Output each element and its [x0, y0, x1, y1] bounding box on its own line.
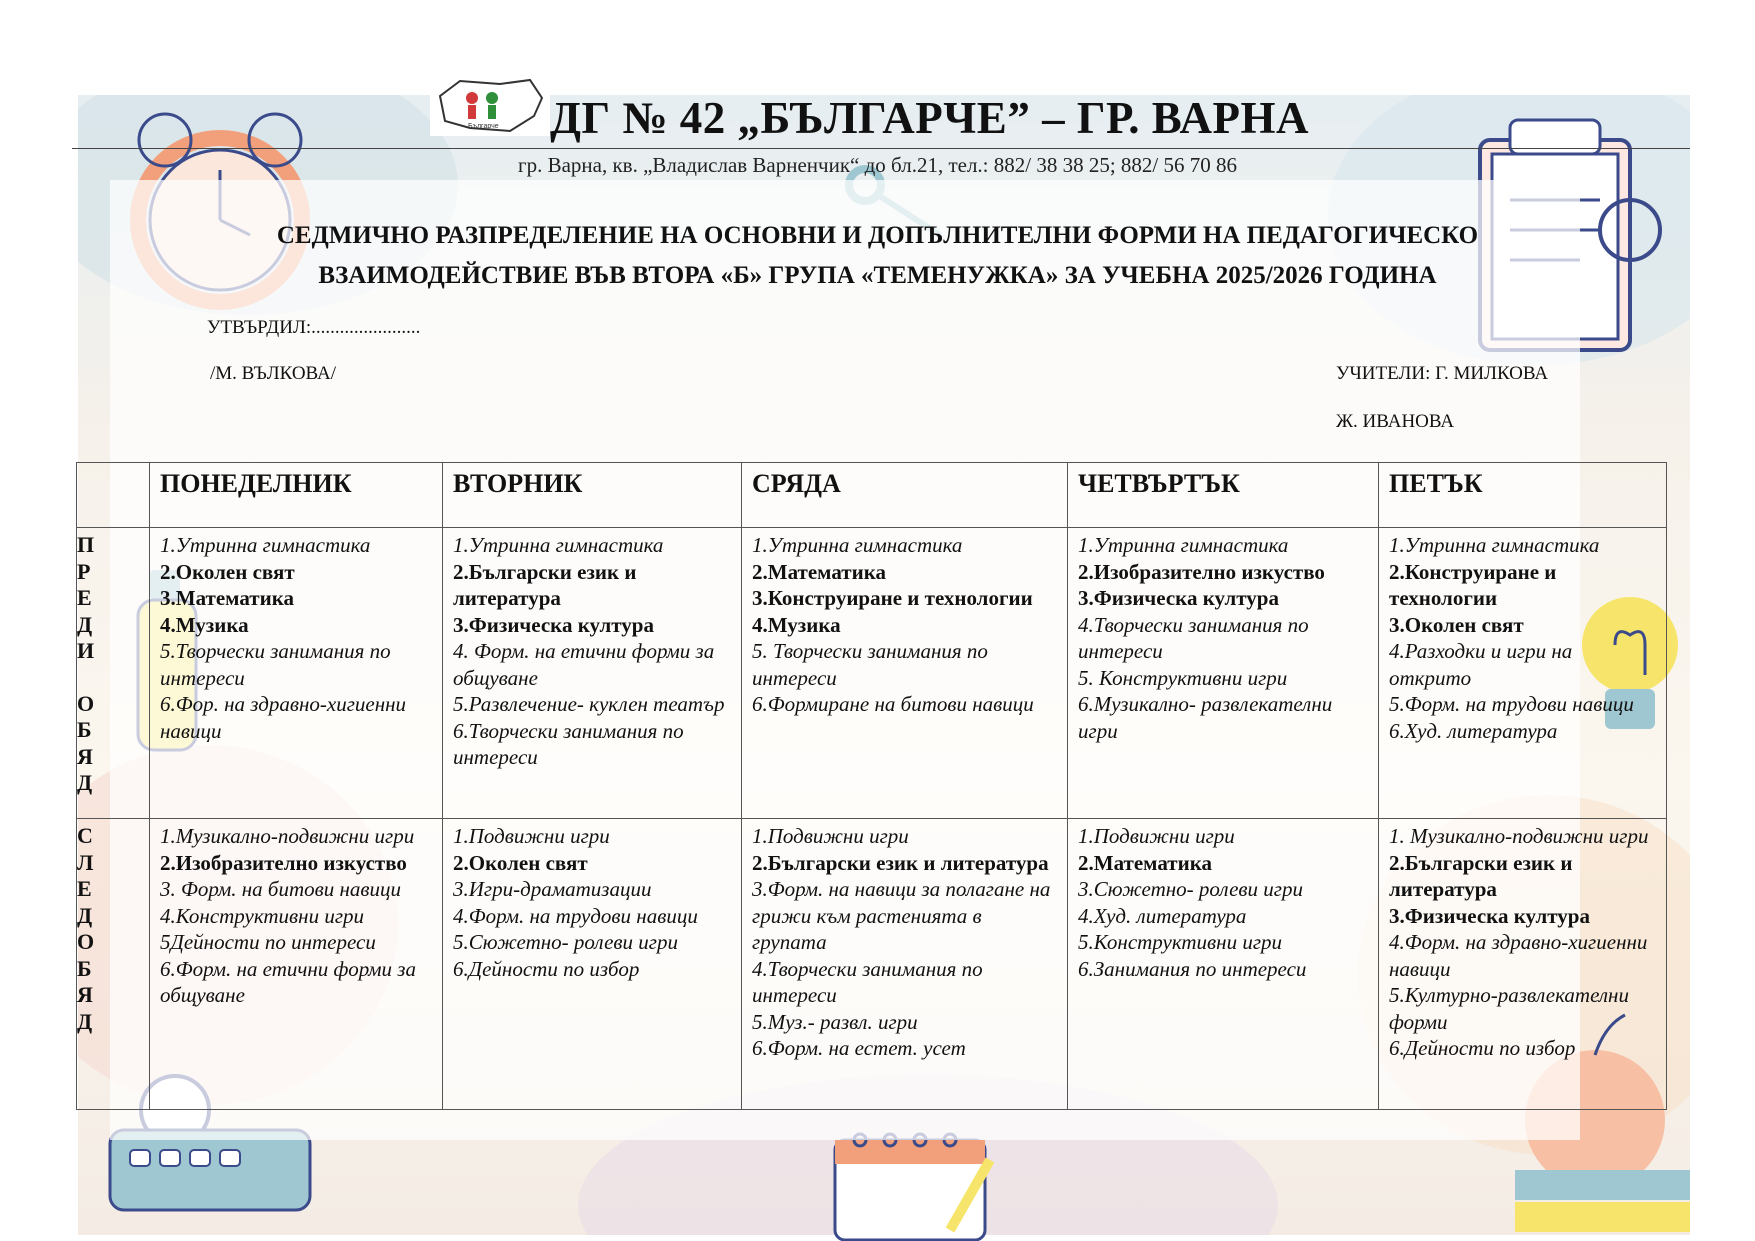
activity-item: 6.Занимания по интереси: [1078, 956, 1307, 981]
activity-item: 3.Физическа култура: [453, 612, 654, 637]
activity-item: 4.Творчески занимания по интереси: [1078, 612, 1309, 663]
schedule-cell: [150, 819, 443, 1110]
activity-item: 3. Форм. на битови навици: [160, 877, 402, 901]
activity-item: 6.Худ. литература: [1389, 718, 1558, 743]
day-header-friday: ПЕТЪК: [1379, 463, 1667, 528]
activity-item: 1.Музикално-подвижни игри: [160, 824, 415, 848]
schedule-cell: [443, 528, 742, 819]
activity-item: 4.Творчески занимания по интереси: [752, 956, 983, 1007]
schedule-cell: [1068, 528, 1379, 819]
activity-item: 1.Утринна гимнастика: [1389, 533, 1600, 557]
approved-line: УТВЪРДИЛ:.......................: [207, 317, 421, 338]
activity-item: 5.Муз.- развл. игри: [752, 1009, 918, 1034]
activity-item: 6.Формиране на битови навици: [752, 692, 1034, 716]
weekly-schedule-table: [76, 462, 1667, 1110]
activity-item: 4.Разходки и игри на открито: [1389, 639, 1573, 690]
activity-item: 5. Конструктивни игри: [1078, 665, 1288, 690]
activity-item: 1. Музикално-подвижни игри: [1389, 824, 1649, 848]
activity-item: 1.Утринна гимнастика: [160, 533, 371, 557]
schedule-cell: [1379, 528, 1667, 819]
corner-cell: [77, 463, 150, 528]
activity-item: 1.Утринна гимнастика: [1078, 533, 1289, 557]
schedule-cell: [742, 528, 1068, 819]
activity-item: 2.Математика: [1078, 850, 1212, 875]
header-divider: [72, 148, 1690, 149]
document-title: [100, 216, 1655, 296]
logo: [430, 76, 550, 136]
activity-item: 2.Околен свят: [453, 850, 588, 875]
schedule-cell: [150, 528, 443, 819]
activity-item: 6.Форм. на етични форми за общуване: [160, 956, 416, 1007]
activity-item: 5.Форм. на трудови навици: [1389, 692, 1634, 716]
morning-row: [77, 528, 1667, 819]
activity-item: 2.Околен свят: [160, 559, 295, 584]
activity-item: 1.Подвижни игри: [453, 824, 610, 848]
activity-item: 3.Конструиране и технологии: [752, 586, 1033, 610]
activity-item: 1.Утринна гимнастика: [453, 533, 664, 557]
activity-item: 5.Сюжетно- ролеви игри: [453, 930, 678, 954]
schedule-cell: [742, 819, 1068, 1110]
document-title-line-2: ВЗАИМОДЕЙСТВИЕ ВЪВ ВТОРА «Б» ГРУПА «ТЕМЕНУЖКА» ЗА УЧЕБНА 2025/2026 ГОДИНА: [318, 262, 1437, 289]
activity-item: 3.Околен свят: [1389, 612, 1524, 637]
school-address: гр. Варна, кв. „Владислав Варненчик“ до бл.21, тел.: 882/ 38 38 25; 882/ 56 70 86: [517, 153, 1238, 177]
table-header-row: [77, 463, 1667, 528]
director-name: /М. ВЪЛКОВА/: [210, 363, 337, 384]
activity-item: 5.Културно-развлекателни форми: [1389, 983, 1629, 1034]
kindergarten-logo-icon: [430, 76, 550, 136]
activity-item: 4.Музика: [160, 612, 249, 637]
activity-item: 5Дейности по интереси: [160, 930, 376, 954]
activity-item: 6.Музикално- развлекателни игри: [1078, 692, 1333, 743]
school-title: ДГ № 42 „БЪЛГАРЧЕ” – ГР. ВАРНА: [550, 93, 1309, 143]
schedule-cell: [443, 819, 742, 1110]
row-label-before-lunch: П Р Е Д И О Б Я Д: [77, 528, 150, 819]
activity-item: 4. Форм. на етични форми за общуване: [453, 639, 715, 690]
activity-item: 6.Творчески занимания по интереси: [453, 718, 684, 769]
activity-item: 4.Конструктивни игри: [160, 903, 365, 928]
activity-item: 3.Физическа култура: [1078, 586, 1279, 610]
activity-item: 2.Български език и литература: [752, 850, 1049, 875]
activity-item: 6.Дейности по избор: [1389, 1036, 1576, 1060]
activity-item: 6.Форм. на естет. усет: [752, 1036, 966, 1060]
day-header-monday: ПОНЕДЕЛНИК: [150, 463, 443, 528]
activity-item: 2.Български език и литература: [453, 559, 637, 610]
activity-item: 3.Сюжетно- ролеви игри: [1078, 877, 1303, 901]
activity-item: 3.Математика: [160, 586, 294, 610]
activity-item: 5.Развлечение- куклен театър: [453, 692, 725, 716]
activity-item: 6.Фор. на здравно-хигиенни навици: [160, 692, 407, 743]
schedule-cell: [1068, 819, 1379, 1110]
activity-item: 4.Музика: [752, 612, 841, 637]
activity-item: 3.Форм. на навици за полагане на грижи към растенията в групата: [752, 877, 1051, 954]
activity-item: 2.Български език и литература: [1389, 850, 1573, 901]
activity-item: 3.Игри-драматизации: [453, 877, 652, 901]
activity-item: 4.Худ. литература: [1078, 903, 1247, 928]
row-label-after-lunch: С Л Е Д О Б Я Д: [77, 819, 150, 1110]
books-icon: [1515, 1160, 1690, 1240]
activity-item: 5.Творчески занимания по интереси: [160, 639, 391, 690]
day-header-tuesday: ВТОРНИК: [443, 463, 742, 528]
document-title-line-1: СЕДМИЧНО РАЗПРЕДЕЛЕНИЕ НА ОСНОВНИ И ДОПЪЛНИТЕЛНИ ФОРМИ НА ПЕДАГОГИЧЕСКО: [276, 222, 1479, 249]
teachers-label: УЧИТЕЛИ: Г. МИЛКОВА: [1336, 363, 1549, 384]
schedule-cell: [1379, 819, 1667, 1110]
activity-item: 1.Подвижни игри: [752, 824, 909, 848]
teacher-2-name: Ж. ИВАНОВА: [1336, 411, 1455, 432]
day-header-thursday: ЧЕТВЪРТЪК: [1068, 463, 1379, 528]
activity-item: 3.Физическа култура: [1389, 903, 1590, 928]
svg-text:Българче: Българче: [468, 123, 499, 130]
activity-item: 2.Изобразително изкуство: [1078, 559, 1325, 584]
activity-item: 4.Форм. на трудови навици: [453, 903, 698, 928]
day-header-wednesday: СРЯДА: [742, 463, 1068, 528]
activity-item: 1.Утринна гимнастика: [752, 533, 963, 557]
activity-item: 2.Математика: [752, 559, 886, 584]
activity-item: 2.Конструиране и технологии: [1389, 559, 1557, 610]
activity-item: 6.Дейности по избор: [453, 956, 640, 981]
activity-item: 1.Подвижни игри: [1078, 824, 1235, 848]
activity-item: 2.Изобразително изкуство: [160, 850, 407, 875]
afternoon-row: [77, 819, 1667, 1110]
activity-item: 5. Творчески занимания по интереси: [752, 639, 988, 690]
activity-item: 5.Конструктивни игри: [1078, 930, 1283, 954]
activity-item: 4.Форм. на здравно-хигиенни навици: [1389, 930, 1648, 981]
